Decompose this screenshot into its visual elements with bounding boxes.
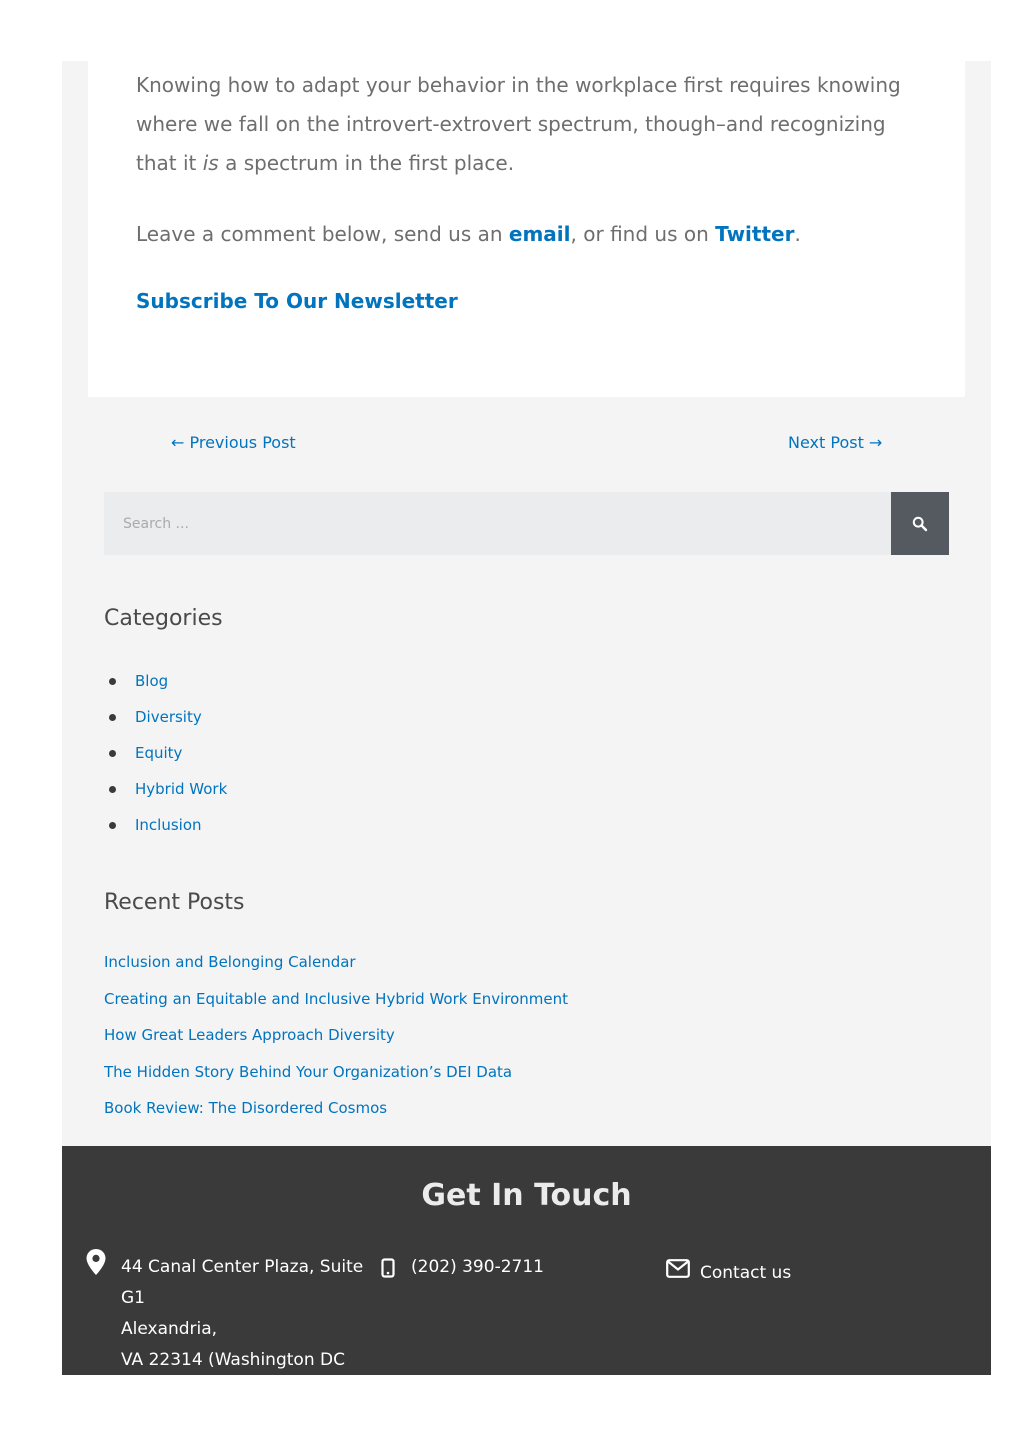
bullet-icon	[109, 786, 116, 793]
recent-posts-list	[104, 944, 568, 1127]
cta-text-mid: , or find us on	[570, 222, 716, 246]
list-item	[104, 663, 227, 699]
list-item	[104, 735, 227, 771]
footer-title: Get In Touch	[421, 1178, 632, 1213]
article-body	[88, 61, 965, 397]
cta-text: Leave a comment below, send us an	[136, 222, 509, 246]
article-call-to-action	[136, 215, 926, 254]
email-link[interactable]: email	[508, 222, 571, 246]
bullet-icon	[109, 678, 116, 685]
mobile-phone-icon	[381, 1258, 395, 1278]
list-item	[104, 1090, 568, 1127]
address-line: 44 Canal Center Plaza, Suite G1	[121, 1257, 364, 1308]
list-item	[104, 981, 568, 1018]
recent-post-link[interactable]: Book Review: The Disordered Cosmos	[104, 1099, 388, 1118]
recent-post-link[interactable]: The Hidden Story Behind Your Organization’s DEI Data	[104, 1062, 513, 1081]
address-line: VA 22314 (Washington DC	[121, 1350, 345, 1370]
category-link-diversity[interactable]: Diversity	[135, 708, 202, 726]
next-post-link[interactable]: Next Post →	[788, 433, 883, 452]
paragraph-text-end: a spectrum in the first place.	[218, 151, 515, 175]
list-item	[104, 699, 227, 735]
recent-post-link[interactable]: Creating an Equitable and Inclusive Hybrid Work Environment	[104, 989, 569, 1008]
contact-us-link[interactable]: Contact us	[700, 1263, 792, 1283]
list-item	[104, 1054, 568, 1091]
search-icon	[912, 516, 928, 532]
search-button[interactable]	[891, 492, 949, 555]
list-item	[104, 1017, 568, 1054]
bullet-icon	[109, 750, 116, 757]
article-paragraph	[136, 66, 926, 183]
footer-phone: (202) 390-2711	[411, 1257, 544, 1277]
bullet-icon	[109, 714, 116, 721]
categories-list	[104, 663, 227, 843]
recent-post-link[interactable]: How Great Leaders Approach Diversity	[104, 1026, 395, 1045]
search-input[interactable]	[104, 492, 891, 555]
recent-post-link[interactable]: Inclusion and Belonging Calendar	[104, 953, 356, 972]
envelope-icon	[666, 1259, 690, 1278]
category-link-inclusion[interactable]: Inclusion	[135, 816, 202, 834]
list-item	[104, 807, 227, 843]
category-link-equity[interactable]: Equity	[135, 744, 183, 762]
list-item	[104, 771, 227, 807]
paragraph-emphasis: is	[202, 151, 219, 175]
categories-title: Categories	[104, 606, 223, 631]
address-line: Alexandria,	[121, 1319, 218, 1339]
map-pin-icon	[86, 1249, 106, 1275]
address-line: Area)	[121, 1381, 167, 1401]
search-form	[104, 492, 949, 555]
list-item	[104, 944, 568, 981]
category-link-blog[interactable]: Blog	[135, 672, 169, 690]
footer	[62, 1146, 991, 1401]
previous-post-link[interactable]: ← Previous Post	[171, 433, 296, 452]
twitter-link[interactable]: Twitter	[715, 222, 795, 246]
paragraph-text: Knowing how to adapt your behavior in the workplace first requires knowing where we fall on the introvert-extrovert spectrum, though–and recognizing that it	[136, 73, 901, 175]
category-link-hybrid-work[interactable]: Hybrid Work	[135, 780, 228, 798]
bullet-icon	[109, 822, 116, 829]
cta-text-end: .	[794, 222, 801, 246]
footer-address	[121, 1252, 381, 1407]
recent-posts-title: Recent Posts	[104, 890, 245, 915]
subscribe-newsletter-link[interactable]: Subscribe To Our Newsletter	[136, 289, 458, 313]
